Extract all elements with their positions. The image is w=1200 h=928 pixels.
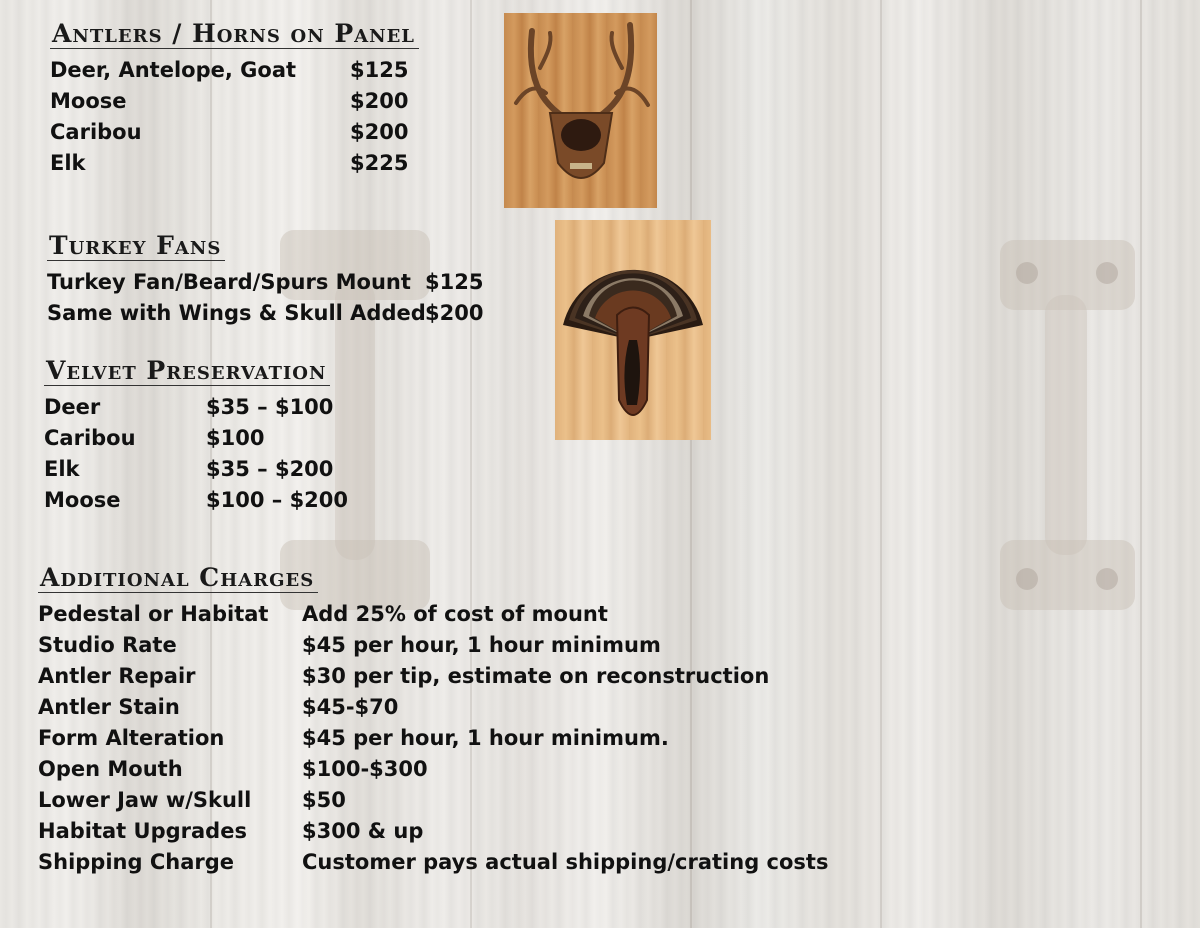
price-row (38, 816, 828, 847)
door-handle-right (1000, 240, 1135, 610)
price-row (50, 117, 419, 148)
price-row (38, 661, 828, 692)
item-label: Habitat Upgrades (38, 819, 247, 843)
item-label: Elk (50, 151, 86, 175)
antler-panel-mount-photo (504, 13, 657, 208)
price-row (50, 148, 419, 179)
price-list (38, 599, 828, 878)
item-label: Moose (50, 89, 127, 113)
item-price: $45 per hour, 1 hour minimum (302, 633, 661, 657)
item-price: $30 per tip, estimate on reconstruction (302, 664, 770, 688)
section-heading: Antlers / Horns on Panel (50, 20, 419, 49)
item-price: $50 (302, 788, 346, 812)
item-label: Elk (44, 457, 80, 481)
price-row (47, 298, 483, 329)
item-price: $45-$70 (302, 695, 399, 719)
item-price: Add 25% of cost of mount (302, 602, 608, 626)
additional-charges-section (38, 564, 828, 878)
item-label: Studio Rate (38, 633, 177, 657)
price-row (47, 267, 483, 298)
item-price: $100-$300 (302, 757, 428, 781)
item-price: $225 (350, 151, 409, 175)
item-label: Open Mouth (38, 757, 183, 781)
price-row (50, 55, 419, 86)
price-list (47, 267, 483, 329)
price-row (38, 847, 828, 878)
item-label: Antler Repair (38, 664, 196, 688)
price-row (44, 454, 348, 485)
price-row (44, 485, 348, 516)
price-row (38, 723, 828, 754)
section-heading: Turkey Fans (47, 232, 225, 261)
price-list (50, 55, 419, 179)
item-price: $45 per hour, 1 hour minimum. (302, 726, 669, 750)
item-label: Caribou (50, 120, 142, 144)
price-row (38, 692, 828, 723)
price-row (38, 785, 828, 816)
price-row (44, 423, 348, 454)
item-label: Lower Jaw w/Skull (38, 788, 252, 812)
turkey-fan-illustration (555, 220, 711, 440)
price-row (50, 86, 419, 117)
item-price: $300 & up (302, 819, 424, 843)
item-label: Form Alteration (38, 726, 225, 750)
wood-seam (1140, 0, 1142, 928)
section-heading: Velvet Preservation (44, 357, 330, 386)
item-price: $125 (350, 58, 409, 82)
item-label: Deer, Antelope, Goat (50, 58, 297, 82)
item-label: Shipping Charge (38, 850, 234, 874)
price-row (38, 599, 828, 630)
price-row (38, 754, 828, 785)
item-price: $200 (350, 89, 409, 113)
item-price: $35 – $100 (206, 395, 334, 419)
turkey-fan-mount-photo (555, 220, 711, 440)
item-price: $125 (425, 270, 484, 294)
item-price: $35 – $200 (206, 457, 334, 481)
price-row (38, 630, 828, 661)
item-label: Same with Wings & Skull Added (47, 301, 426, 325)
item-price: $200 (425, 301, 484, 325)
item-price: $200 (350, 120, 409, 144)
price-row (44, 392, 348, 423)
price-list (44, 392, 348, 516)
antler-mount-illustration (504, 13, 657, 208)
item-label: Pedestal or Habitat (38, 602, 269, 626)
velvet-preservation-section (44, 357, 348, 516)
item-label: Turkey Fan/Beard/Spurs Mount (47, 270, 411, 294)
turkey-fans-section (47, 232, 483, 329)
item-label: Moose (44, 488, 121, 512)
section-heading: Additional Charges (38, 564, 318, 593)
antlers-horns-section (50, 20, 419, 179)
item-price: Customer pays actual shipping/crating costs (302, 850, 829, 874)
wood-seam (880, 0, 882, 928)
item-label: Caribou (44, 426, 136, 450)
item-label: Deer (44, 395, 101, 419)
item-label: Antler Stain (38, 695, 180, 719)
item-price: $100 (206, 426, 265, 450)
item-price: $100 – $200 (206, 488, 349, 512)
